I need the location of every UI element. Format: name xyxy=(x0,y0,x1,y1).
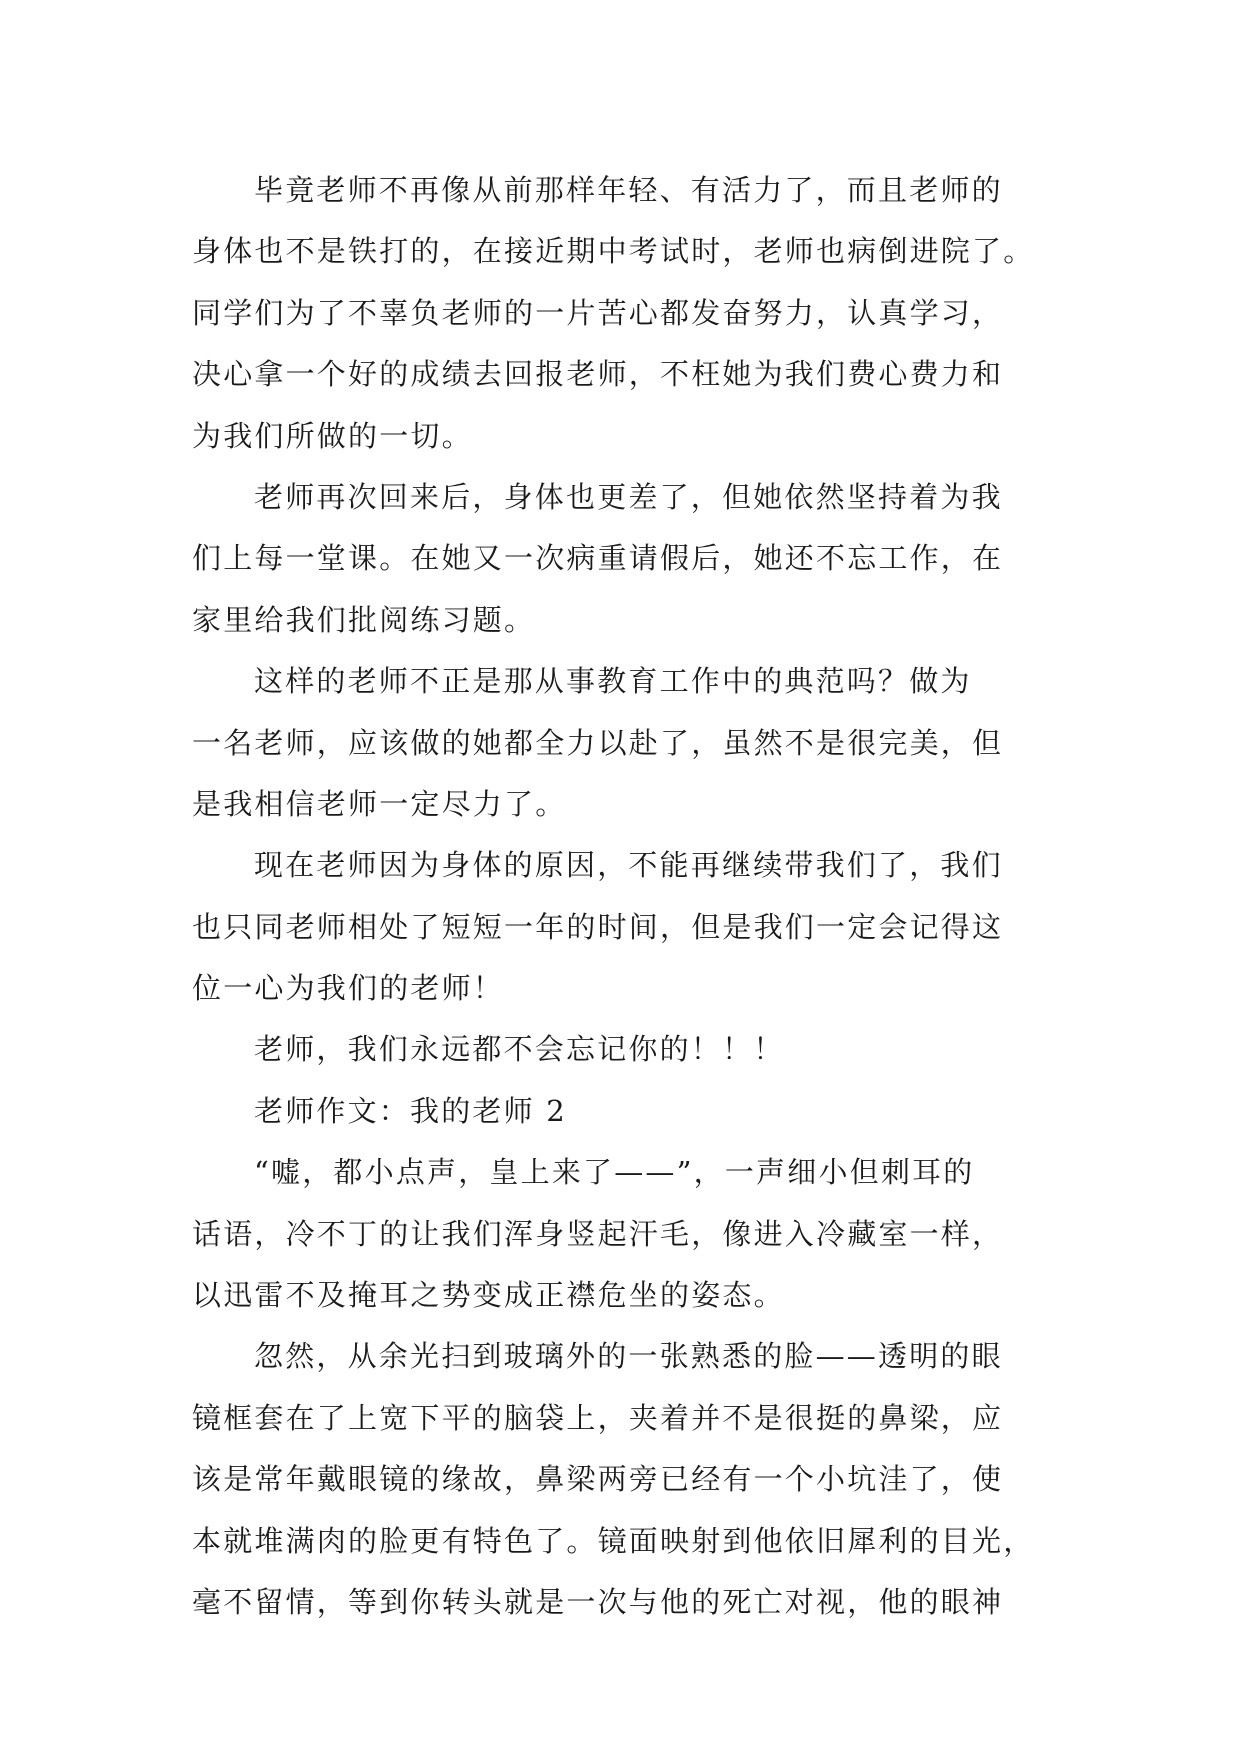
text-line: 镜框套在了上宽下平的脑袋上，夹着并不是很挺的鼻梁，应 xyxy=(192,1400,1004,1435)
text-line: 家里给我们批阅练习题。 xyxy=(192,602,536,637)
text-line: 位一心为我们的老师！ xyxy=(192,971,505,1006)
text-line: 老师，我们永远都不会忘记你的！！！ xyxy=(254,1032,785,1067)
text-line: 为我们所做的一切。 xyxy=(192,418,473,453)
text-line: 话语，冷不丁的让我们浑身竖起汗毛，像进入冷藏室一样， xyxy=(192,1216,1004,1251)
section-heading: 老师作文：我的老师 2 xyxy=(254,1093,567,1128)
text-line: 毕竟老师不再像从前那样年轻、有活力了，而且老师的 xyxy=(254,173,1003,207)
text-line: 该是常年戴眼镜的缘故，鼻梁两旁已经有一个小坑洼了，使 xyxy=(192,1462,1004,1497)
text-line: 们上每一堂课。在她又一次病重请假后，她还不忘工作，在 xyxy=(192,541,1004,576)
text-line: 以迅雷不及掩耳之势变成正襟危坐的姿态。 xyxy=(192,1278,785,1313)
text-line: 也只同老师相处了短短一年的时间，但是我们一定会记得这 xyxy=(192,909,1004,944)
text-line: 现在老师因为身体的原因，不能再继续带我们了，我们 xyxy=(254,848,1003,883)
text-line: 是我相信老师一定尽力了。 xyxy=(192,786,567,821)
text-line: 这样的老师不正是那从事教育工作中的典范吗？做为 xyxy=(254,664,972,699)
text-line: 一名老师，应该做的她都全力以赴了，虽然不是很完美，但 xyxy=(192,725,1004,760)
text-line: 毫不留情，等到你转头就是一次与他的死亡对视，他的眼神 xyxy=(192,1584,1004,1619)
text-line: 老师再次回来后，身体也更差了，但她依然坚持着为我 xyxy=(254,479,1003,514)
text-line: 决心拿一个好的成绩去回报老师，不枉她为我们费心费力和 xyxy=(192,357,1004,392)
document-body xyxy=(192,160,1062,1633)
text-line: 身体也不是铁打的，在接近期中考试时，老师也病倒进院了。 xyxy=(192,234,1035,269)
text-line: “嘘，都小点声，皇上来了——”，一声细小但刺耳的 xyxy=(254,1155,975,1190)
text-line: 本就堆满肉的脸更有特色了。镜面映射到他依旧犀利的目光， xyxy=(192,1523,1035,1558)
text-line: 同学们为了不辜负老师的一片苦心都发奋努力，认真学习， xyxy=(192,295,1004,330)
text-line: 忽然，从余光扫到玻璃外的一张熟悉的脸——透明的眼 xyxy=(254,1339,1003,1374)
